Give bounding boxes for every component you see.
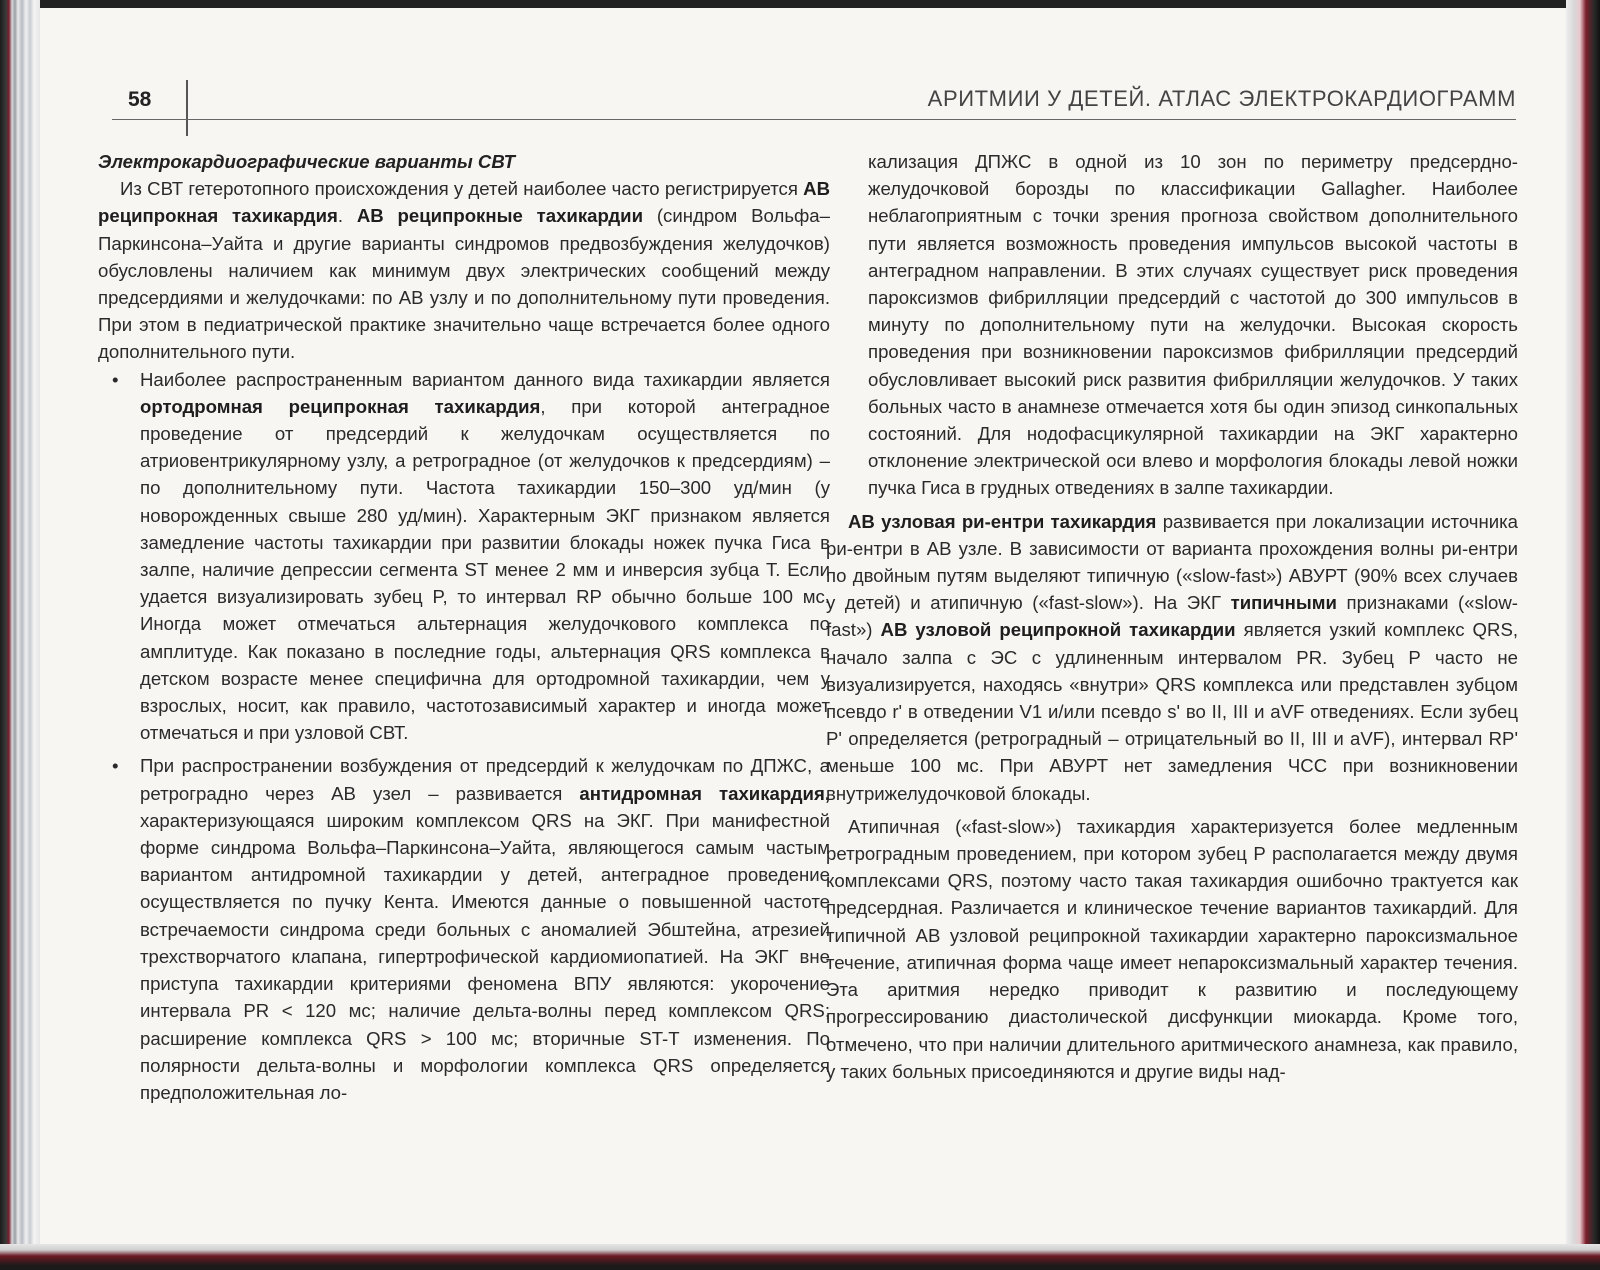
header-divider	[186, 80, 188, 136]
bold-term: АВ узловая ри-ентри тахикардия	[848, 510, 1157, 532]
book-page	[40, 8, 1566, 1244]
bold-term: АВ реципрокные тахикардии	[356, 205, 644, 227]
text-span: является узкий комплекс QRS, начало залпа с ЭС с удлиненным интервалом PR. Зубец P часто не визуализируется, находясь «внутри» QRS комплекса или представлен зубцом псевдо r' в отведении V1 и/или псевдо s' во II, III и aVF отведениях. Если зубец P' определяется (ретроградный – отрицательный во II, III и aVF), интервал RP' меньше 100 мс. При АВУРТ нет замедления ЧСС при возникновении внутрижелудочковой блокады.	[826, 619, 1519, 804]
bold-term: типичными	[1230, 592, 1337, 614]
paragraph-atypical: Атипичная («fast-slow») тахикардия характеризуется более медленным ретроградным проведением, при котором зубец P располагается между двумя комплексами QRS, поэтому часто такая тахикардия ошибочно трактуется как предсердная. Различается и клиническое течение вариантов тахикардий. Для типичной АВ узловой реципрокной тахикардии характерно пароксизмальное течение, атипичная форма чаще имеет непароксизмальный характер течения. Эта аритмия нередко приводит к развитию и последующему прогрессированию диастолической дисфункции миокарда. Кроме того, отмечено, что при наличии длительного аритмического анамнеза, как правило, у таких больных присоединяются и другие виды над-	[826, 815, 1518, 1082]
running-title: АРИТМИИ У ДЕТЕЙ. АТЛАС ЭЛЕКТРОКАРДИОГРАММ	[927, 86, 1516, 111]
text-span: Наиболее распространенным вариантом данного вида тахикардии является	[140, 368, 830, 390]
header-rule	[112, 119, 1516, 120]
bold-term: АВ узловой реципрокной тахикардии	[880, 619, 1236, 641]
paragraph-continuation: кализация ДПЖС в одной из 10 зон по периметру предсердно-желудочковой борозды по классификации Gallagher. Наиболее неблагоприятным с точки зрения прогноза свойством дополнительного пути является возможность проведения импульсов высокой частоты в антеградном направлении. В этих случаях существует риск проведения пароксизмов фибрилляции предсердий с частотой до 300 импульсов в минуту по дополнительному пути на желудочки. Высокая скорость проведения при возникновении пароксизмов фибрилляции предсердий обусловливает высокий риск развития фибрилляции желудочков. У таких больных часто в анамнезе отмечается хотя бы один эпизод синкопальных состояний. Для нодофасцикулярной тахикардии на ЭКГ характерно отклонение электрической оси влево и морфология блокады левой ножки пучка Гиса в грудных отведениях в залпе тахикардии.	[868, 151, 1518, 499]
page-header	[40, 8, 1566, 138]
page-number: 58	[128, 88, 152, 111]
bold-term: антидромная тахикардия,	[579, 782, 830, 804]
right-column	[826, 148, 1518, 1085]
section-heading: Электрокардиографические варианты СВТ	[98, 151, 515, 172]
bullet-item-orthodromic	[98, 366, 830, 747]
text-span: признаками («slow-fast»)	[826, 592, 1518, 641]
text-span: Из СВТ гетеротопного происхождения у детей наиболее часто регистрируется	[120, 178, 804, 200]
text-span: .	[337, 205, 357, 227]
text-span: характеризующаяся широким комплексом QRS на ЭКГ. При манифестной форме синдрома Вольфа–Паркинсона–Уайта, являющегося самым частым вариантом антидромной тахикардии у детей, антеградное проведение осуществляется по пучку Кента. Имеются данные о повышенной частоте встречаемости синдрома среди больных с аномалией Эбштейна, атрезией трехстворчатого клапана, гипертрофической кардиомиопатией. На ЭКГ вне приступа тахикардии критериями феномена ВПУ являются: укорочение интервала PR < 120 мс; наличие дельта-волны перед комплексом QRS; расширение комплекса QRS > 100 мс; вторичные ST-T изменения. По полярности дельта-волны и морфологии комплекса QRS определяется предположительная ло-	[140, 809, 830, 1103]
text-span: , при которой антеградное проведение от предсердий к желудочкам осуществляется по атриовентрикулярному узлу, а ретроградное (от желудочков к предсердиям) – по дополнительному пути. Частота тахикардии 150–300 уд/мин (у новорожденных свыше 280 уд/мин). Характерным ЭКГ признаком является замедление частоты тахикардии при развитии блокады ножек пучка Гиса в залпе, наличие депрессии сегмента ST менее 2 мм и инверсия зубца T. Если удается визуализировать зубец P, то интервал RP обычно больше 100 мс. Иногда может отмечаться альтернация желудочкового комплекса по амплитуде. Как показано в последние годы, альтернация QRS комплекса в детском возрасте менее специфична для ортодромной тахикардии, чем у взрослых, носит, как правило, частотозависимый характер и иногда может отмечаться и при узловой СВТ.	[140, 395, 830, 744]
left-column	[98, 148, 830, 1106]
bullet-item-antidromic	[98, 752, 830, 1106]
bold-term: АВ реципрокная тахикардия	[98, 178, 830, 227]
page-edge-bottom	[0, 1244, 1600, 1270]
text-span: (синдром Вольфа–Паркинсона–Уайта и другие варианты синдромов предвозбуждения желудочков) обусловлены наличием как минимум двух электрических сообщений между предсердиями и желудочками: по АВ узлу и по дополнительному пути проведения. При этом в педиатрической практике значительно чаще встречается более одного дополнительного пути.	[98, 205, 830, 363]
bullet-marker: •	[112, 368, 119, 390]
bullet-marker: •	[112, 755, 119, 777]
paragraph-avnrt	[826, 508, 1518, 807]
page-edge-right	[1566, 0, 1600, 1270]
text-span: При распространении возбуждения от предсердий к желудочкам по ДПЖС, а ретроградно через АВ узел – развивается	[140, 755, 830, 804]
bullet-list	[98, 366, 830, 1106]
book-spine	[0, 0, 40, 1270]
paragraph-intro	[98, 175, 830, 365]
text-span: развивается при локализации источника ри-ентри в АВ узле. В зависимости от варианта прохождения волны ри-ентри по двойным путям выделяют типичную («slow-fast») АВУРТ (90% всех случаев у детей) и атипичную («fast-slow»). На ЭКГ	[826, 510, 1518, 614]
top-edge	[0, 0, 1600, 8]
bold-term: ортодромная реципрокная тахикардия	[140, 395, 541, 417]
